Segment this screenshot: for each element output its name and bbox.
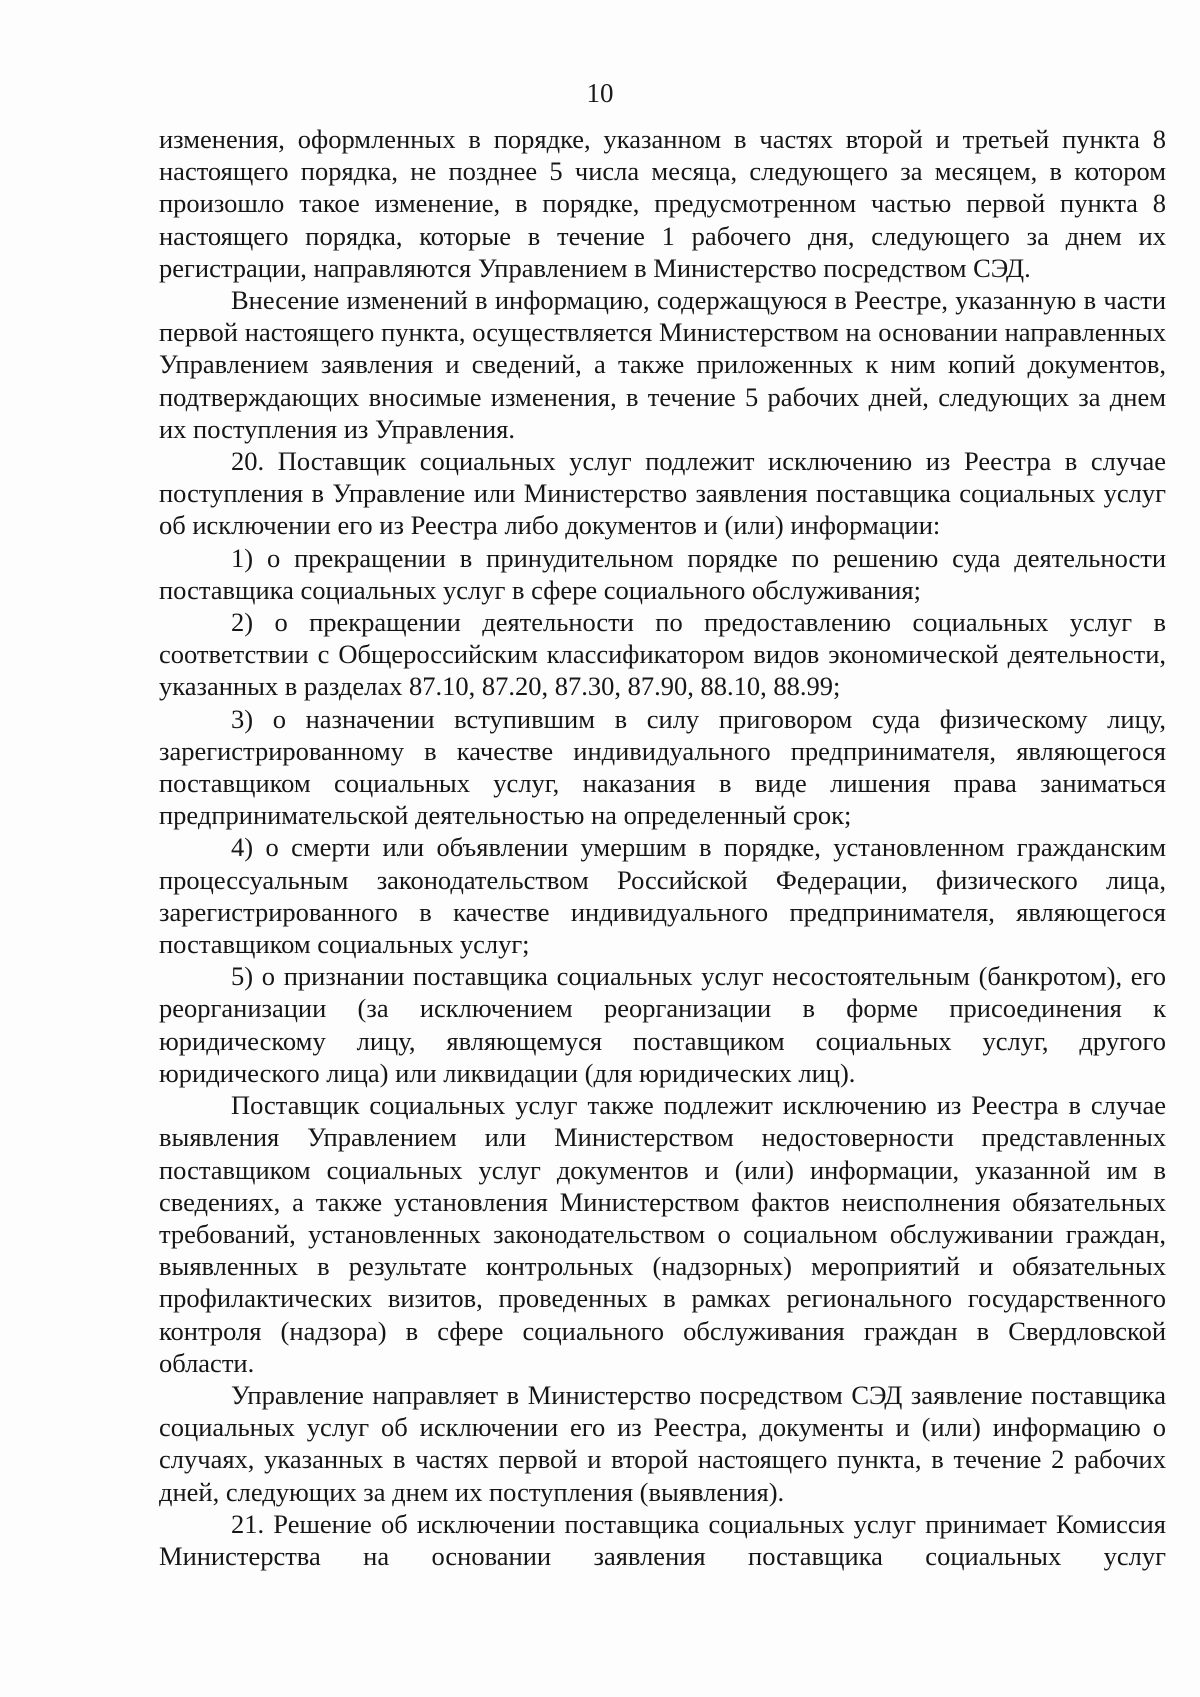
paragraph-submission: Управление направляет в Министерство посредством СЭД заявление поставщика социальных услуг об исключении его из Реестра, документы и (или) информацию о случаях, указанных в частях первой и второй настоящего пункта, в течение 2 рабочих дней, следующих за днем их поступления (выявления). [159,1379,1166,1507]
list-item-3: 3) о назначении вступившим в силу приговором суда физическому лицу, зарегистрированному в качестве индивидуального предпринимателя, являющегося поставщиком социальных услуг, наказания в виде лишения права заниматься предпринимательской деятельностью на определенный срок; [159,703,1166,831]
paragraph-exclusion-cases: Поставщик социальных услуг также подлежит исключению из Реестра в случае выявления Управлением или Министерством недостоверности представленных поставщиком социальных услуг документов и (или) информации, указанной им в сведениях, а также установления Министерством фактов неисполнения обязательных требований, установленных законодательством о социальном обслуживании граждан, выявленных в результате контрольных (надзорных) мероприятий и обязательных профилактических визитов, проведенных в рамках регионального государственного контроля (надзора) в сфере социального обслуживания граждан в Свердловской области. [159,1090,1166,1378]
paragraph-item-21: 21. Решение об исключении поставщика социальных услуг принимает Комиссия Министерства на основании заявления поставщика социальных услуг [159,1508,1166,1571]
page-number: 10 [586,78,614,108]
list-item-1: 1) о прекращении в принудительном порядке по решению суда деятельности поставщика социальных услуг в сфере социального обслуживания; [159,542,1166,605]
list-item-2: 2) о прекращении деятельности по предоставлению социальных услуг в соответствии с Общероссийским классификатором видов экономической деятельности, указанных в разделах 87.10, 87.20, 87.30, 87.90, 88.10, 88.99; [159,607,1166,702]
paragraph-registry-changes: Внесение изменений в информацию, содержащуюся в Реестре, указанную в части первой настоящего пункта, осуществляется Министерством на основании направленных Управлением заявления и сведений, а также приложенных к ним копий документов, подтверждающих вносимые изменения, в течение 5 рабочих дней, следующих за днем их поступления из Управления. [159,285,1166,444]
paragraph-item-20: 20. Поставщик социальных услуг подлежит исключению из Реестра в случае поступления в Управление или Министерство заявления поставщика социальных услуг об исключении его из Реестра либо документов и (или) информации: [159,446,1166,541]
paragraph-continuation: изменения, оформленных в порядке, указанном в частях второй и третьей пункта 8 настоящего порядка, не позднее 5 числа месяца, следующего за месяцем, в котором произошло такое изменение, в порядке, предусмотренном частью первой пункта 8 настоящего порядка, которые в течение 1 рабочего дня, следующего за днем их регистрации, направляются Управлением в Министерство посредством СЭД. [159,124,1166,283]
list-item-4: 4) о смерти или объявлении умершим в порядке, установленном гражданским процессуальным законодательством Российской Федерации, физического лица, зарегистрированного в качестве индивидуального предпринимателя, являющегося поставщиком социальных услуг; [159,832,1166,960]
list-item-5: 5) о признании поставщика социальных услуг несостоятельным (банкротом), его реорганизации (за исключением реорганизации в форме присоединения к юридическому лицу, являющемуся поставщиком социальных услуг, другого юридического лица) или ликвидации (для юридических лиц). [159,961,1166,1088]
document-body [159,123,1166,1572]
